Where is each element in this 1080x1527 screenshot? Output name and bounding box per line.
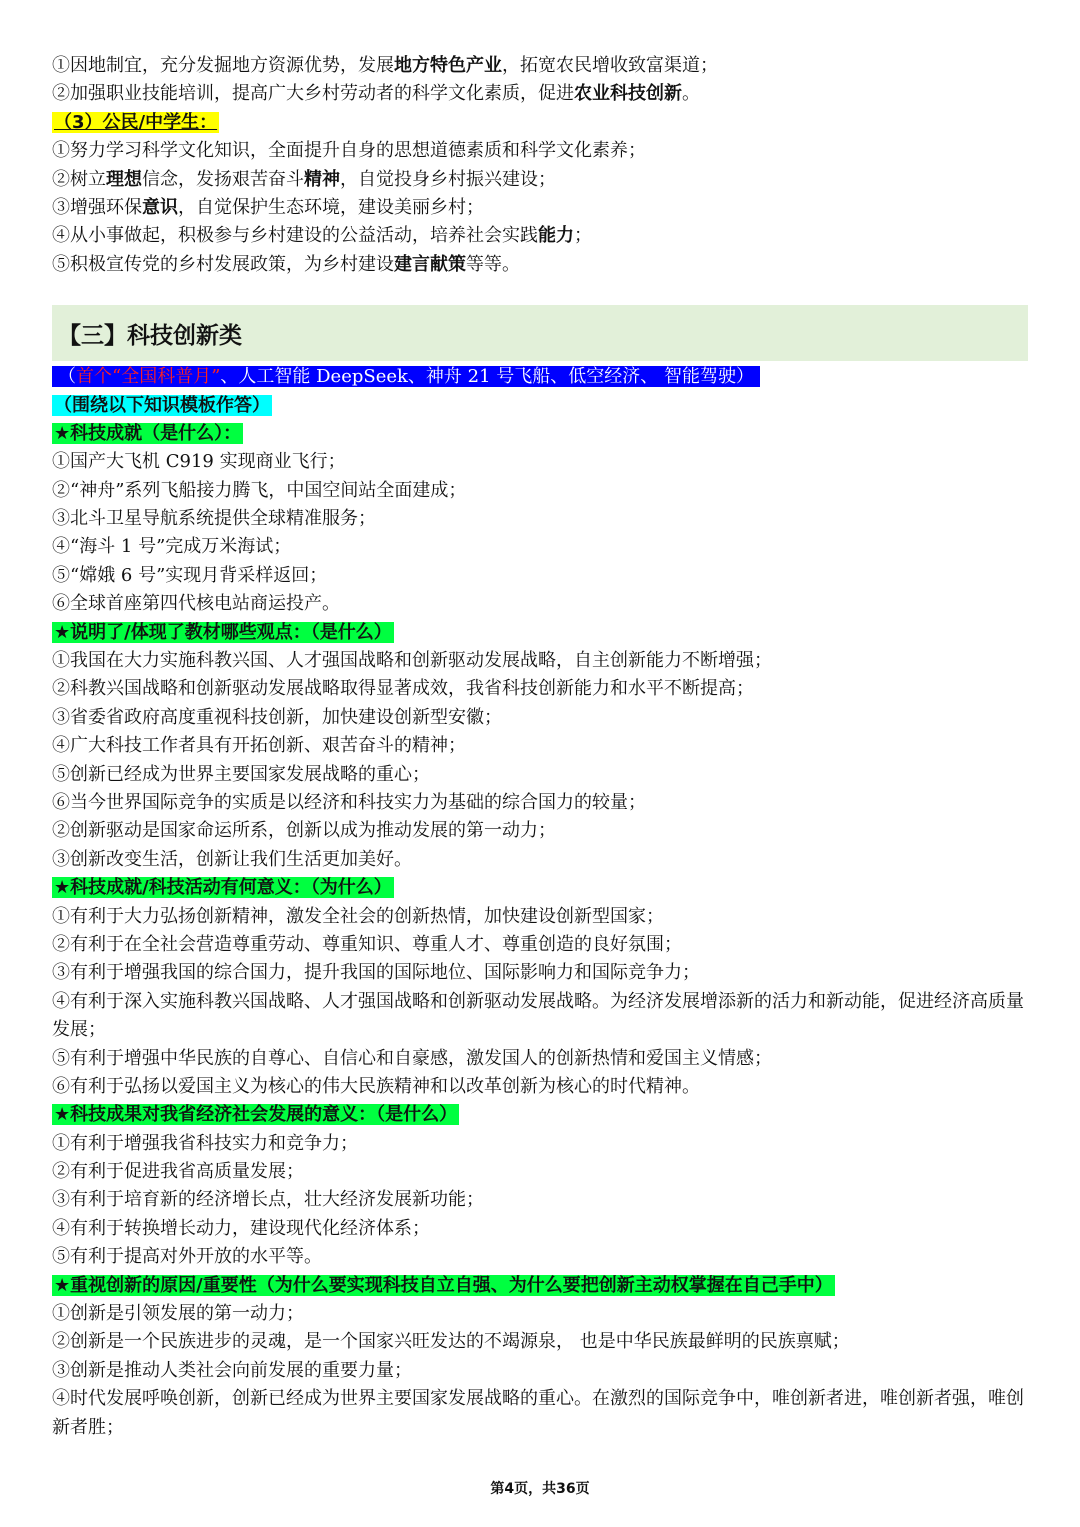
group-heading: ★科技成就（是什么）： xyxy=(54,422,242,444)
paragraph: ③增强环保意识，自觉保护生态环境，建设美丽乡村； xyxy=(52,196,484,218)
list-item: ⑤“嫦娥 6 号”实现月背采样返回； xyxy=(52,564,328,586)
list-item: ③省委省政府高度重视科技创新，加快建设创新型安徽； xyxy=(52,706,502,728)
page-number: 第4页，共36页 xyxy=(490,1481,590,1497)
list-item: ①国产大飞机 C919 实现商业飞行； xyxy=(52,451,346,473)
topics-banner: （首个“全国科普月”、人工智能 DeepSeek、神舟 21 号飞船、低空经济、 智能驾驶） xyxy=(52,363,1028,391)
list-item: ②创新是一个民族进步的灵魂，是一个国家兴旺发达的不竭源泉， 也是中华民族最鲜明的民族禀赋； xyxy=(52,1331,850,1353)
paragraph: ①努力学习科学文化知识，全面提升自身的思想道德素质和科学文化素养； xyxy=(52,140,646,162)
group-heading: ★科技成就/科技活动有何意义：（为什么） xyxy=(54,877,392,899)
list-item: ①我国在大力实施科教兴国、人才强国战略和创新驱动发展战略，自主创新能力不断增强； xyxy=(52,650,772,672)
list-item: ⑤创新已经成为世界主要国家发展战略的重心； xyxy=(52,763,430,785)
list-item: ⑥当今世界国际竞争的实质是以经济和科技实力为基础的综合国力的较量； xyxy=(52,791,646,813)
subheading-citizen: （3）公民/中学生： xyxy=(54,111,218,133)
list-item: ④时代发展呼唤创新，创新已经成为世界主要国家发展战略的重心。在激烈的国际竞争中，唯创新者进，唯创新者强，唯创新者胜； xyxy=(52,1388,1024,1438)
list-item: ④广大科技工作者具有开拓创新、艰苦奋斗的精神； xyxy=(52,735,466,757)
list-item: ②科教兴国战略和创新驱动发展战略取得显著成效，我省科技创新能力和水平不断提高； xyxy=(52,678,754,700)
list-item: ③创新改变生活，创新让我们生活更加美好。 xyxy=(52,848,412,870)
list-item: ②有利于在全社会营造尊重劳动、尊重知识、尊重人才、尊重创造的良好氛围； xyxy=(52,933,682,955)
group-heading: ★科技成果对我省经济社会发展的意义：（是什么） xyxy=(54,1104,458,1126)
list-item: ⑥全球首座第四代核电站商运投产。 xyxy=(52,593,340,615)
template-note: （围绕以下知识模板作答） xyxy=(54,394,270,416)
group-heading: ★重视创新的原因/重要性（为什么要实现科技自立自强、为什么要把创新主动权掌握在自己手中） xyxy=(54,1274,833,1296)
list-item: ⑤有利于提高对外开放的水平等。 xyxy=(52,1246,322,1268)
list-item: ③创新是推动人类社会向前发展的重要力量； xyxy=(52,1359,412,1381)
paragraph: ①因地制宜，充分发掘地方资源优势，发展地方特色产业，拓宽农民增收致富渠道； xyxy=(52,55,718,76)
list-item: ①创新是引领发展的第一动力； xyxy=(52,1303,304,1325)
document-page xyxy=(52,52,1028,1442)
group-heading: ★说明了/体现了教材哪些观点：（是什么） xyxy=(54,621,392,643)
list-item: ④有利于转换增长动力，建设现代化经济体系； xyxy=(52,1217,430,1239)
paragraph: ④从小事做起，积极参与乡村建设的公益活动，培养社会实践能力； xyxy=(52,225,592,247)
list-item: ②“神舟”系列飞船接力腾飞，中国空间站全面建成； xyxy=(52,479,467,501)
knowledge-groups xyxy=(52,420,1028,1442)
list-item: ④有利于深入实施科教兴国战略、人才强国战略和创新驱动发展战略。为经济发展增添新的活力和新动能，促进经济高质量发展； xyxy=(52,990,1024,1041)
list-item: ①有利于增强我省科技实力和竞争力； xyxy=(52,1132,358,1154)
list-item: ②创新驱动是国家命运所系，创新以成为推动发展的第一动力； xyxy=(52,820,556,842)
paragraph: ②加强职业技能培训，提高广大乡村劳动者的科学文化素质，促进农业科技创新。 xyxy=(52,83,700,105)
list-item: ⑤有利于增强中华民族的自尊心、自信心和自豪感，激发国人的创新热情和爱国主义情感； xyxy=(52,1047,772,1069)
paragraph: ⑤积极宣传党的乡村发展政策，为乡村建设建言献策等等。 xyxy=(52,253,520,275)
list-item: ③有利于增强我国的综合国力，提升我国的国际地位、国际影响力和国际竞争力； xyxy=(52,962,700,984)
paragraph: ②树立理想信念，发扬艰苦奋斗精神，自觉投身乡村振兴建设； xyxy=(52,168,556,190)
list-item: ①有利于大力弘扬创新精神，激发全社会的创新热情，加快建设创新型国家； xyxy=(52,905,664,927)
list-item: ②有利于促进我省高质量发展； xyxy=(52,1161,304,1183)
list-item: ③北斗卫星导航系统提供全球精准服务； xyxy=(52,508,376,530)
list-item: ③有利于培育新的经济增长点，壮大经济发展新功能； xyxy=(52,1189,484,1211)
list-item: ④“海斗 1 号”完成万米海试； xyxy=(52,536,292,558)
list-item: ⑥有利于弘扬以爱国主义为核心的伟大民族精神和以改革创新为核心的时代精神。 xyxy=(52,1075,700,1097)
section-heading: 【三】科技创新类 xyxy=(52,305,1028,361)
